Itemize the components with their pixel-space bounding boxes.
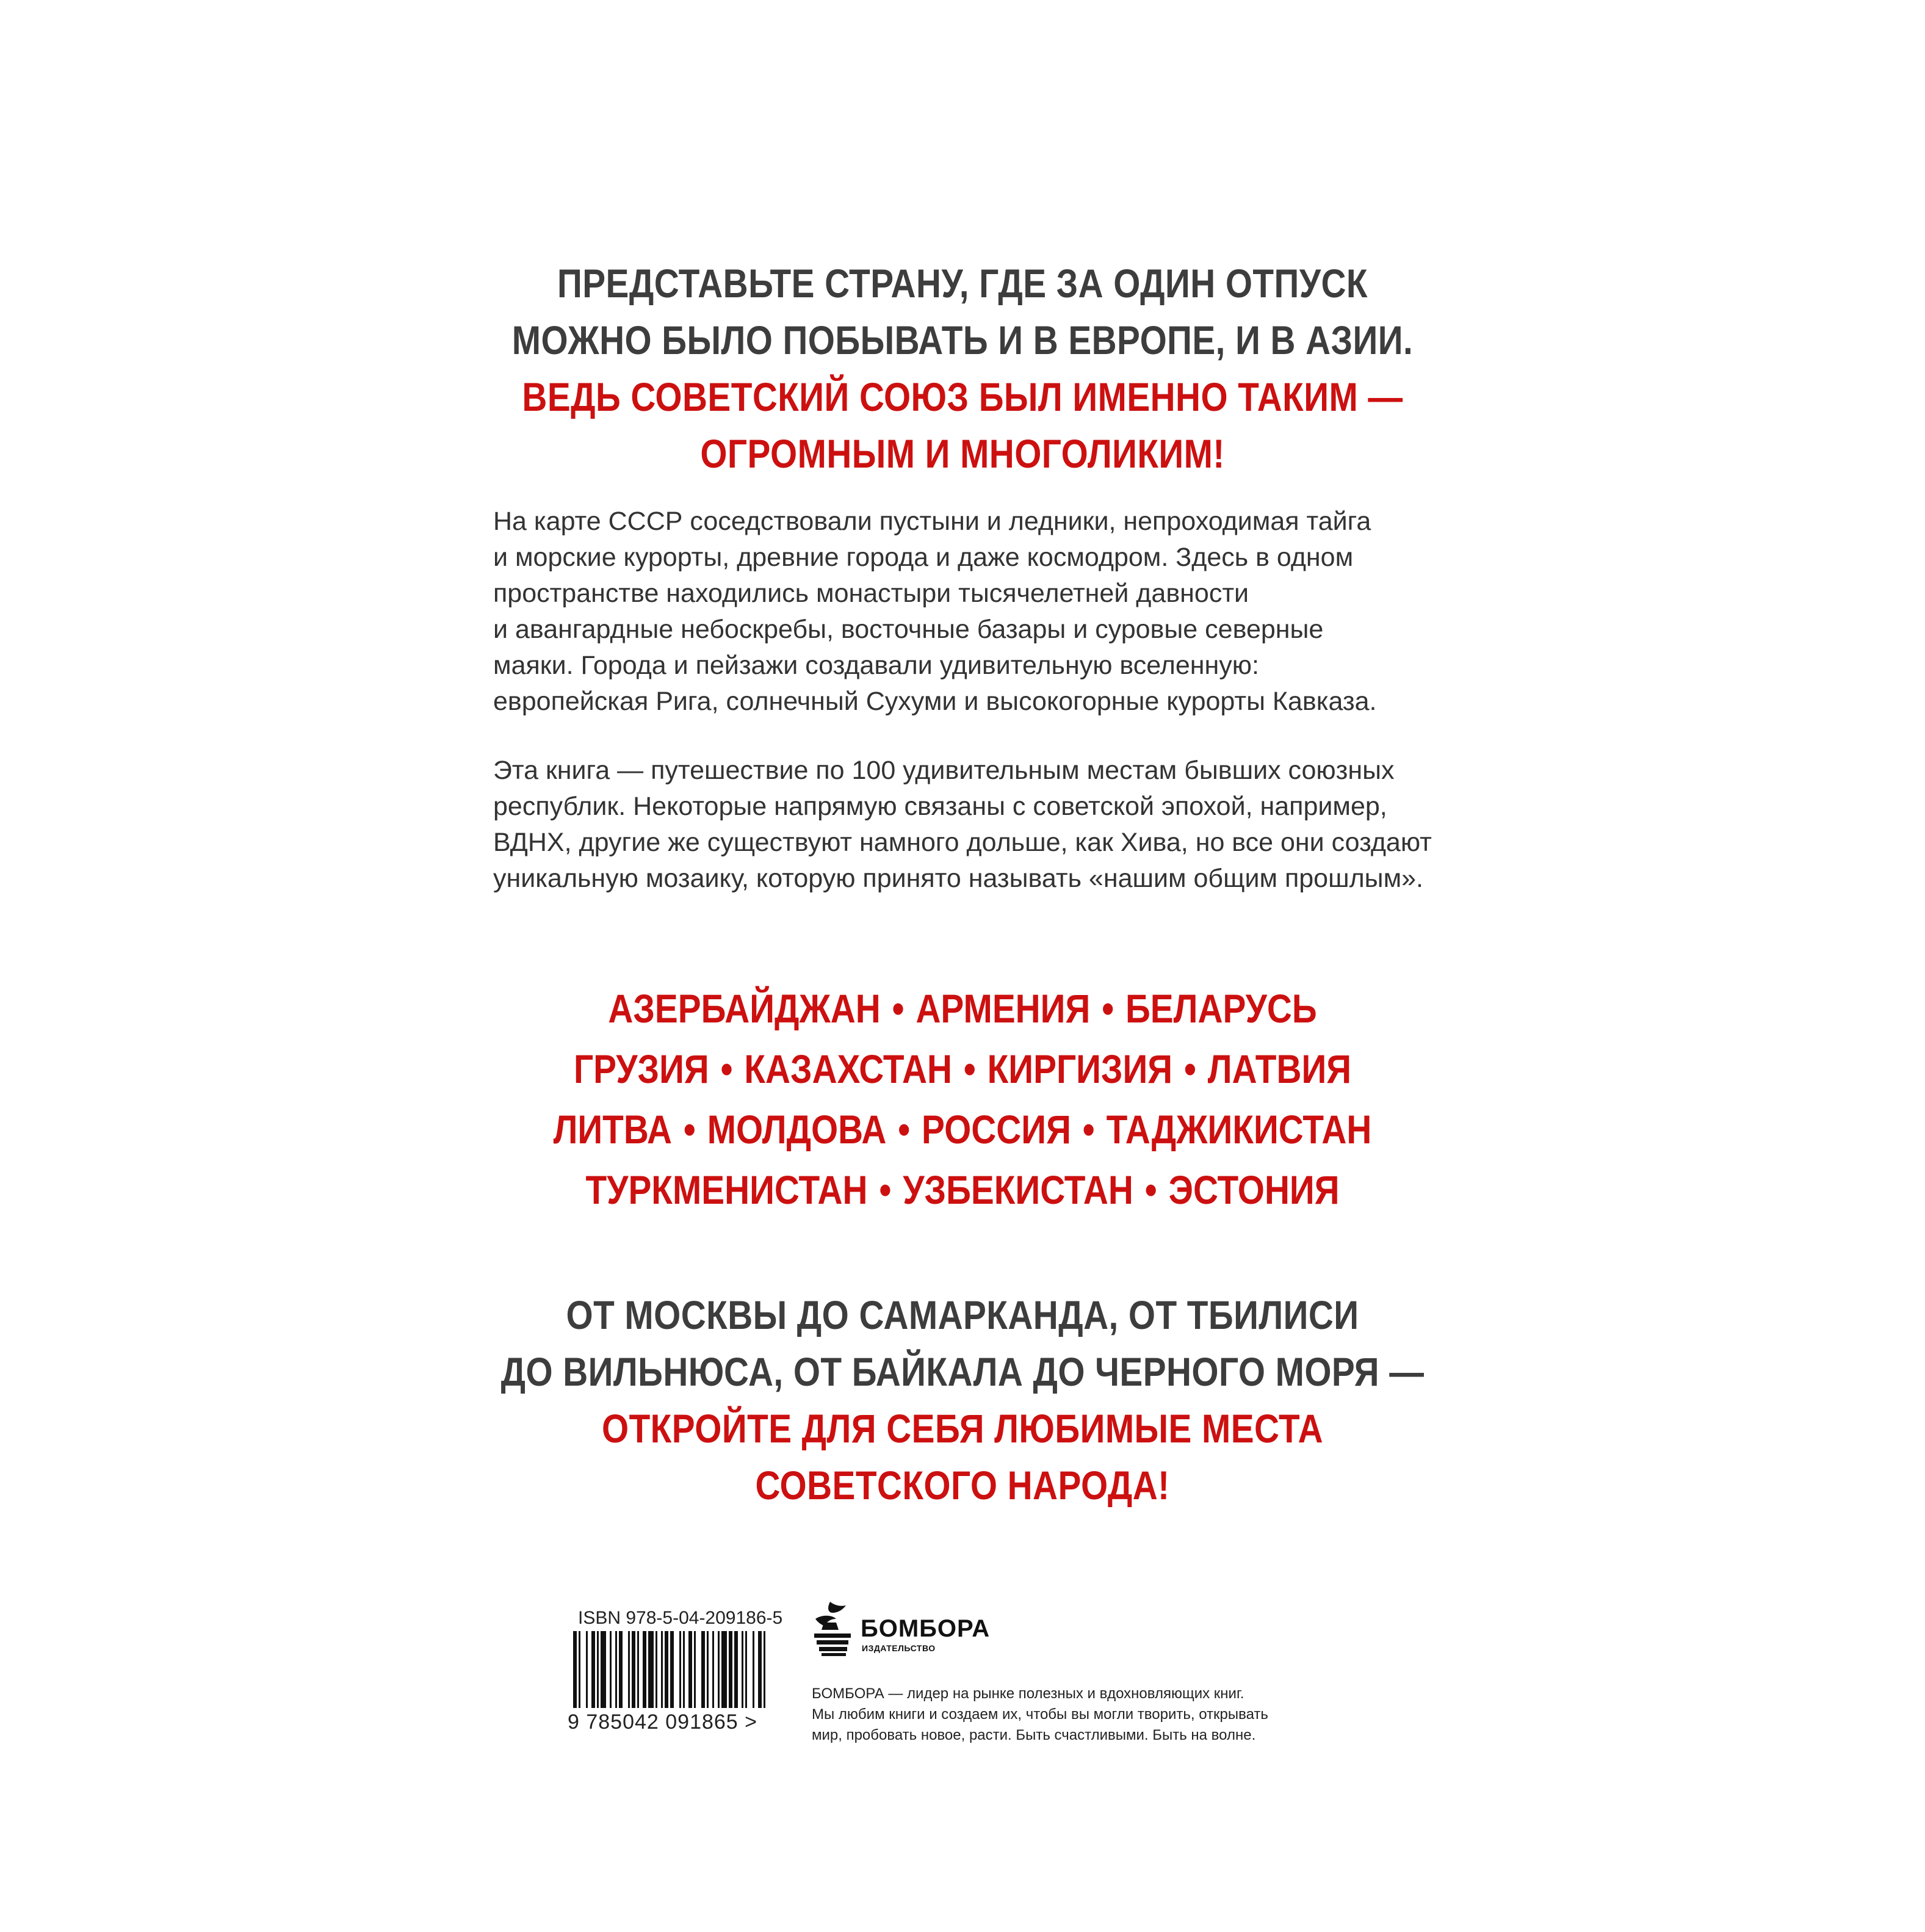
barcode-bar — [712, 1631, 714, 1708]
barcode-bar — [628, 1631, 630, 1708]
outro-line-2: ДО ВИЛЬНЮСА, ОТ БАЙКАЛА ДО ЧЕРНОГО МОРЯ — — [500, 1349, 1425, 1394]
intro-line-2: МОЖНО БЫЛО ПОБЫВАТЬ И В ЕВРОПЕ, И В АЗИИ. — [511, 317, 1414, 363]
barcode-bar — [742, 1631, 743, 1708]
country-name: РОССИЯ — [922, 1107, 1071, 1152]
intro-headline — [135, 255, 1790, 482]
barcode-bar — [601, 1631, 606, 1708]
barcode-bar — [637, 1631, 639, 1708]
outro-line-3: ОТКРОЙТЕ ДЛЯ СЕБЯ ЛЮБИМЫЕ МЕСТА — [601, 1406, 1324, 1451]
country-name: КИРГИЗИЯ — [987, 1046, 1173, 1091]
barcode-bar — [683, 1631, 685, 1708]
barcode-bar — [694, 1631, 696, 1708]
country-name: УЗБЕКИСТАН — [903, 1167, 1133, 1212]
barcode-bar — [610, 1631, 612, 1708]
publisher-name: БОМБОРА — [861, 1615, 991, 1642]
barcode-bar — [648, 1631, 654, 1708]
paragraph-1-line: маяки. Города и пейзажи создавали удивительную вселенную: — [493, 651, 1259, 680]
barcode-bar — [753, 1631, 754, 1708]
barcode-bar — [729, 1631, 732, 1708]
outro-line-4: СОВЕТСКОГО НАРОДА! — [755, 1463, 1170, 1508]
paragraph-1-line: пространстве находились монастыри тысячелетней давности — [493, 579, 1249, 608]
country-name: АРМЕНИЯ — [916, 986, 1091, 1031]
bullet-separator: • — [898, 1107, 911, 1152]
barcode-bar — [758, 1631, 762, 1708]
paragraph-1-line: и авангардные небоскребы, восточные базары и суровые северные — [493, 615, 1324, 644]
country-row — [135, 1039, 1790, 1099]
country-name: ЛИТВА — [553, 1107, 673, 1152]
bullet-separator: • — [879, 1167, 892, 1212]
barcode-bar — [597, 1631, 599, 1708]
description-paragraph-1 — [493, 504, 1470, 720]
bullet-separator: • — [1184, 1046, 1196, 1091]
bullet-separator: • — [683, 1107, 696, 1152]
barcode-bar — [643, 1631, 646, 1708]
description-paragraph-2 — [493, 753, 1470, 897]
outro-headline — [135, 1287, 1790, 1514]
bullet-separator: • — [1082, 1107, 1095, 1152]
country-name: МОЛДОВА — [707, 1107, 887, 1152]
country-name: ЛАТВИЯ — [1207, 1046, 1352, 1091]
barcode-bar — [701, 1631, 705, 1708]
bullet-separator: • — [1144, 1167, 1157, 1212]
barcode-bar — [661, 1631, 663, 1708]
paragraph-2-line: Эта книга — путешествие по 100 удивительным местам бывших союзных — [493, 756, 1395, 785]
country-name: АЗЕРБАЙДЖАН — [608, 986, 881, 1031]
barcode-bar — [764, 1631, 765, 1708]
isbn-label: ISBN 978-5-04-209186-5 — [578, 1608, 783, 1628]
publisher-description-line: БОМБОРА — лидер на рынке полезных и вдохновляющих книг. — [812, 1685, 1244, 1702]
country-row — [135, 1099, 1790, 1160]
paragraph-2-line: уникальную мозаику, которую принято называть «нашим общим прошлым». — [493, 864, 1424, 893]
barcode-bar — [707, 1631, 709, 1708]
country-name: КАЗАХСТАН — [744, 1046, 952, 1091]
barcode-bar — [586, 1631, 588, 1708]
barcode-bar — [745, 1631, 747, 1708]
barcode-bar — [656, 1631, 657, 1708]
paragraph-2-line: ВДНХ, другие же существуют намного дольше, как Хива, но все они создают — [493, 828, 1432, 857]
country-list — [135, 979, 1790, 1220]
barcode-bar — [670, 1631, 674, 1708]
barcode-bar — [688, 1631, 692, 1708]
publisher-description-line: мир, пробовать новое, расти. Быть счастливыми. Быть на волне. — [812, 1727, 1256, 1743]
country-name: ТУРКМЕНИСТАН — [585, 1167, 868, 1212]
barcode-bar — [573, 1631, 577, 1708]
barcode-bar — [665, 1631, 668, 1708]
barcode-image — [571, 1631, 772, 1710]
country-name: ЭСТОНИЯ — [1168, 1167, 1340, 1212]
publisher-subtitle: ИЗДАТЕЛЬСТВО — [862, 1643, 936, 1653]
bullet-separator: • — [720, 1046, 733, 1091]
publisher-description-line: Мы любим книги и создаем их, чтобы вы могли творить, открывать — [812, 1706, 1268, 1723]
barcode-bar — [619, 1631, 623, 1708]
outro-line-1: ОТ МОСКВЫ ДО САМАРКАНДА, ОТ ТБИЛИСИ — [566, 1292, 1359, 1337]
intro-line-4: ОГРОМНЫМ И МНОГОЛИКИМ! — [700, 431, 1225, 476]
paragraph-2-line: республик. Некоторые напрямую связаны с советской эпохой, например, — [493, 792, 1387, 821]
barcode-digits: 9 785042 091865 > — [568, 1710, 758, 1734]
barcode-bar — [679, 1631, 681, 1708]
country-name: БЕЛАРУСЬ — [1125, 986, 1317, 1031]
barcode-bar — [721, 1631, 727, 1708]
bullet-separator: • — [963, 1046, 976, 1091]
barcode-bar — [579, 1631, 580, 1708]
barcode-bar — [734, 1631, 738, 1708]
intro-line-1: ПРЕДСТАВЬТЕ СТРАНУ, ГДЕ ЗА ОДИН ОТПУСК — [557, 261, 1368, 306]
bombora-logo-icon — [812, 1601, 853, 1657]
barcode-bar — [718, 1631, 720, 1708]
paragraph-1-line: На карте СССР соседствовали пустыни и ледники, непроходимая тайга — [493, 507, 1371, 536]
country-row — [135, 1160, 1790, 1220]
paragraph-1-line: и морские курорты, древние города и даже космодром. Здесь в одном — [493, 543, 1354, 572]
country-name: ГРУЗИЯ — [573, 1046, 709, 1091]
intro-line-3: ВЕДЬ СОВЕТСКИЙ СОЮЗ БЫЛ ИМЕННО ТАКИМ — — [522, 374, 1403, 419]
bullet-separator: • — [1102, 986, 1114, 1031]
country-row — [135, 979, 1790, 1039]
paragraph-1-line: европейская Рига, солнечный Сухуми и высокогорные курорты Кавказа. — [493, 687, 1377, 716]
barcode-bar — [591, 1631, 595, 1708]
bullet-separator: • — [892, 986, 905, 1031]
barcode-bar — [632, 1631, 635, 1708]
country-name: ТАДЖИКИСТАН — [1106, 1107, 1372, 1152]
barcode-bar — [615, 1631, 617, 1708]
publisher-description — [812, 1684, 1276, 1746]
